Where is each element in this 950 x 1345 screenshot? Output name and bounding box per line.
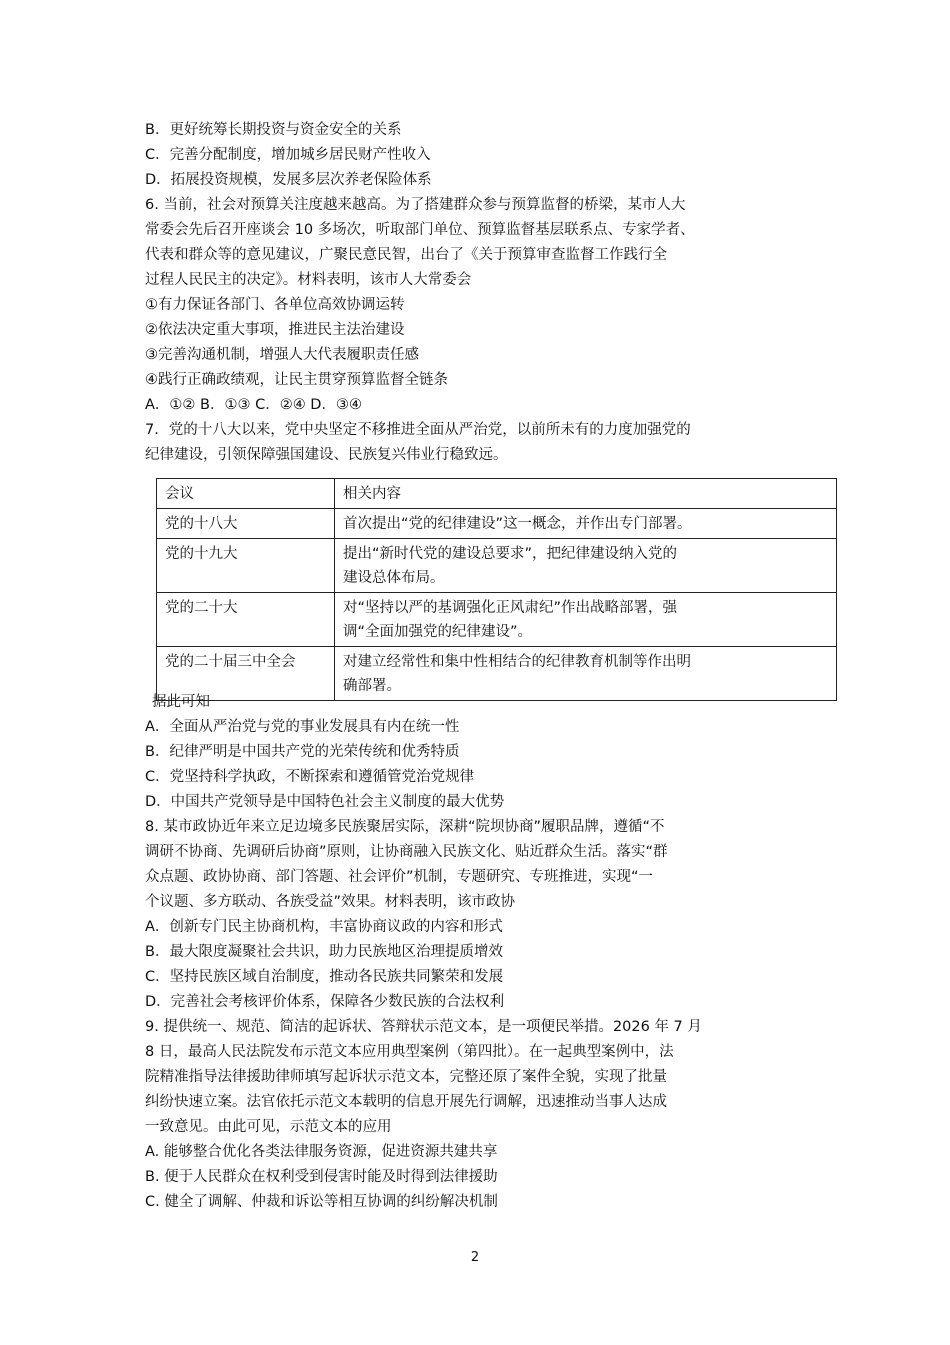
table-cell-meeting: 党的二十大 — [157, 593, 335, 647]
q5-option-c: C．完善分配制度，增加城乡居民财产性收入 — [145, 147, 431, 163]
q6-stem-line: 常委会先后召开座谈会 10 多场次，听取部门单位、预算监督基层联系点、专家学者、 — [145, 222, 695, 238]
q8-option-c: C．坚持民族区域自治制度，推动各民族共同繁荣和发展 — [145, 969, 504, 985]
table-row — [157, 539, 837, 593]
table-cell-content — [335, 593, 837, 647]
q7-option-d: D．中国共产党领导是中国特色社会主义制度的最大优势 — [145, 794, 505, 810]
content-line: 调“全面加强党的纪律建设”。 — [343, 624, 533, 640]
content-line: 提出“新时代党的建设总要求”，把纪律建设纳入党的 — [343, 546, 678, 562]
table-header-row — [157, 479, 837, 509]
table-cell-content — [335, 647, 837, 701]
q8-option-a: A．创新专门民主协商机构，丰富协商议政的内容和形式 — [145, 919, 503, 935]
table-cell-content — [335, 509, 837, 539]
table-cell-meeting: 党的十九大 — [157, 539, 335, 593]
q6-item-2: ②依法决定重大事项，推进民主法治建设 — [145, 322, 405, 338]
q6-item-3: ③完善沟通机制，增强人大代表履职责任感 — [145, 347, 419, 363]
q6-item-1: ①有力保证各部门、各单位高效协调运转 — [145, 297, 405, 313]
q6-stem-line: 代表和群众等的意见建议，广聚民意民智，出台了《关于预算审查监督工作践行全 — [145, 247, 667, 263]
q7-lead: 据此可知 — [152, 694, 210, 710]
table-cell-content — [335, 539, 837, 593]
q8-stem-line: 众点题、政协协商、部门答题、社会评价”机制，专题研究、专班推进，实现“一 — [145, 869, 654, 885]
content-line: 对建立经常性和集中性相结合的纪律教育机制等作出明 — [343, 654, 691, 670]
q9-stem-line: 院精准指导法律援助律师填写起诉状示范文本，完整还原了案件全貌，实现了批量 — [145, 1069, 667, 1085]
q7-stem-line: 纪律建设，引领保障强国建设、民族复兴伟业行稳致远。 — [145, 447, 508, 463]
table-row — [157, 647, 837, 701]
table-row — [157, 509, 837, 539]
q6-stem-line: 6. 当前，社会对预算关注度越来越高。为了搭建群众参与预算监督的桥梁，某市人大 — [145, 197, 686, 213]
q6-item-4: ④践行正确政绩观，让民主贯穿预算监督全链条 — [145, 372, 448, 388]
q9-option-a: A. 能够整合优化各类法律服务资源，促进资源共建共享 — [145, 1144, 498, 1160]
q8-stem-line: 个议题、多方联动、各族受益”效果。材料表明，该市政协 — [145, 894, 516, 910]
content-line: 对“坚持以严的基调强化正风肃纪”作出战略部署，强 — [343, 600, 678, 616]
q8-stem-line: 8. 某市政协近年来立足边境多民族聚居实际，深耕“院坝协商”履职品牌，遵循“不 — [145, 819, 665, 835]
q9-stem-line: 一致意见。由此可见，示范文本的应用 — [145, 1119, 392, 1135]
content-line: 首次提出“党的纪律建设”这一概念，并作出专门部署。 — [343, 516, 692, 532]
q8-option-b: B．最大限度凝聚社会共识，助力民族地区治理提质增效 — [145, 944, 503, 960]
q7-option-b: B．纪律严明是中国共产党的光荣传统和优秀特质 — [145, 744, 460, 760]
q9-stem-line: 纠纷快速立案。法官依托示范文本载明的信息开展先行调解，迅速推动当事人达成 — [145, 1094, 667, 1110]
q9-stem-line: 8 日，最高人民法院发布示范文本应用典型案例（第四批）。在一起典型案例中，法 — [145, 1044, 674, 1060]
table-header-meeting: 会议 — [157, 479, 335, 509]
q9-option-c: C. 健全了调解、仲裁和诉讼等相互协调的纠纷解决机制 — [145, 1194, 498, 1210]
q5-option-d: D．拓展投资规模，发展多层次养老保险体系 — [145, 172, 432, 188]
content-line: 确部署。 — [343, 678, 401, 694]
q8-stem-line: 调研不协商、先调研后协商”原则，让协商融入民族文化、贴近群众生活。落实“群 — [145, 844, 668, 860]
table-cell-meeting: 党的十八大 — [157, 509, 335, 539]
q6-options: A．①② B．①③ C．②④ D．③④ — [145, 397, 362, 413]
q9-stem-line: 9. 提供统一、规范、简洁的起诉状、答辩状示范文本，是一项便民举措。2026 年 7 月 — [145, 1019, 702, 1035]
q6-stem-line: 过程人民民主的决定》。材料表明，该市人大常委会 — [145, 272, 472, 288]
content-line: 建设总体布局。 — [343, 570, 445, 586]
q7-table — [156, 478, 837, 701]
table-cell-meeting: 党的二十届三中全会 — [157, 647, 335, 701]
q7-option-c: C．党坚持科学执政，不断探索和遵循管党治党规律 — [145, 769, 475, 785]
q8-option-d: D．完善社会考核评价体系，保障各少数民族的合法权利 — [145, 994, 505, 1010]
q9-option-b: B. 便于人民群众在权利受到侵害时能及时得到法律援助 — [145, 1169, 498, 1185]
table-header-content: 相关内容 — [335, 479, 837, 509]
table-row — [157, 593, 837, 647]
q7-option-a: A．全面从严治党与党的事业发展具有内在统一性 — [145, 719, 460, 735]
page-number: 2 — [470, 1250, 480, 1265]
q7-stem-line: 7．党的十八大以来，党中央坚定不移推进全面从严治党，以前所未有的力度加强党的 — [145, 422, 691, 438]
q5-option-b: B．更好统筹长期投资与资金安全的关系 — [145, 122, 402, 138]
